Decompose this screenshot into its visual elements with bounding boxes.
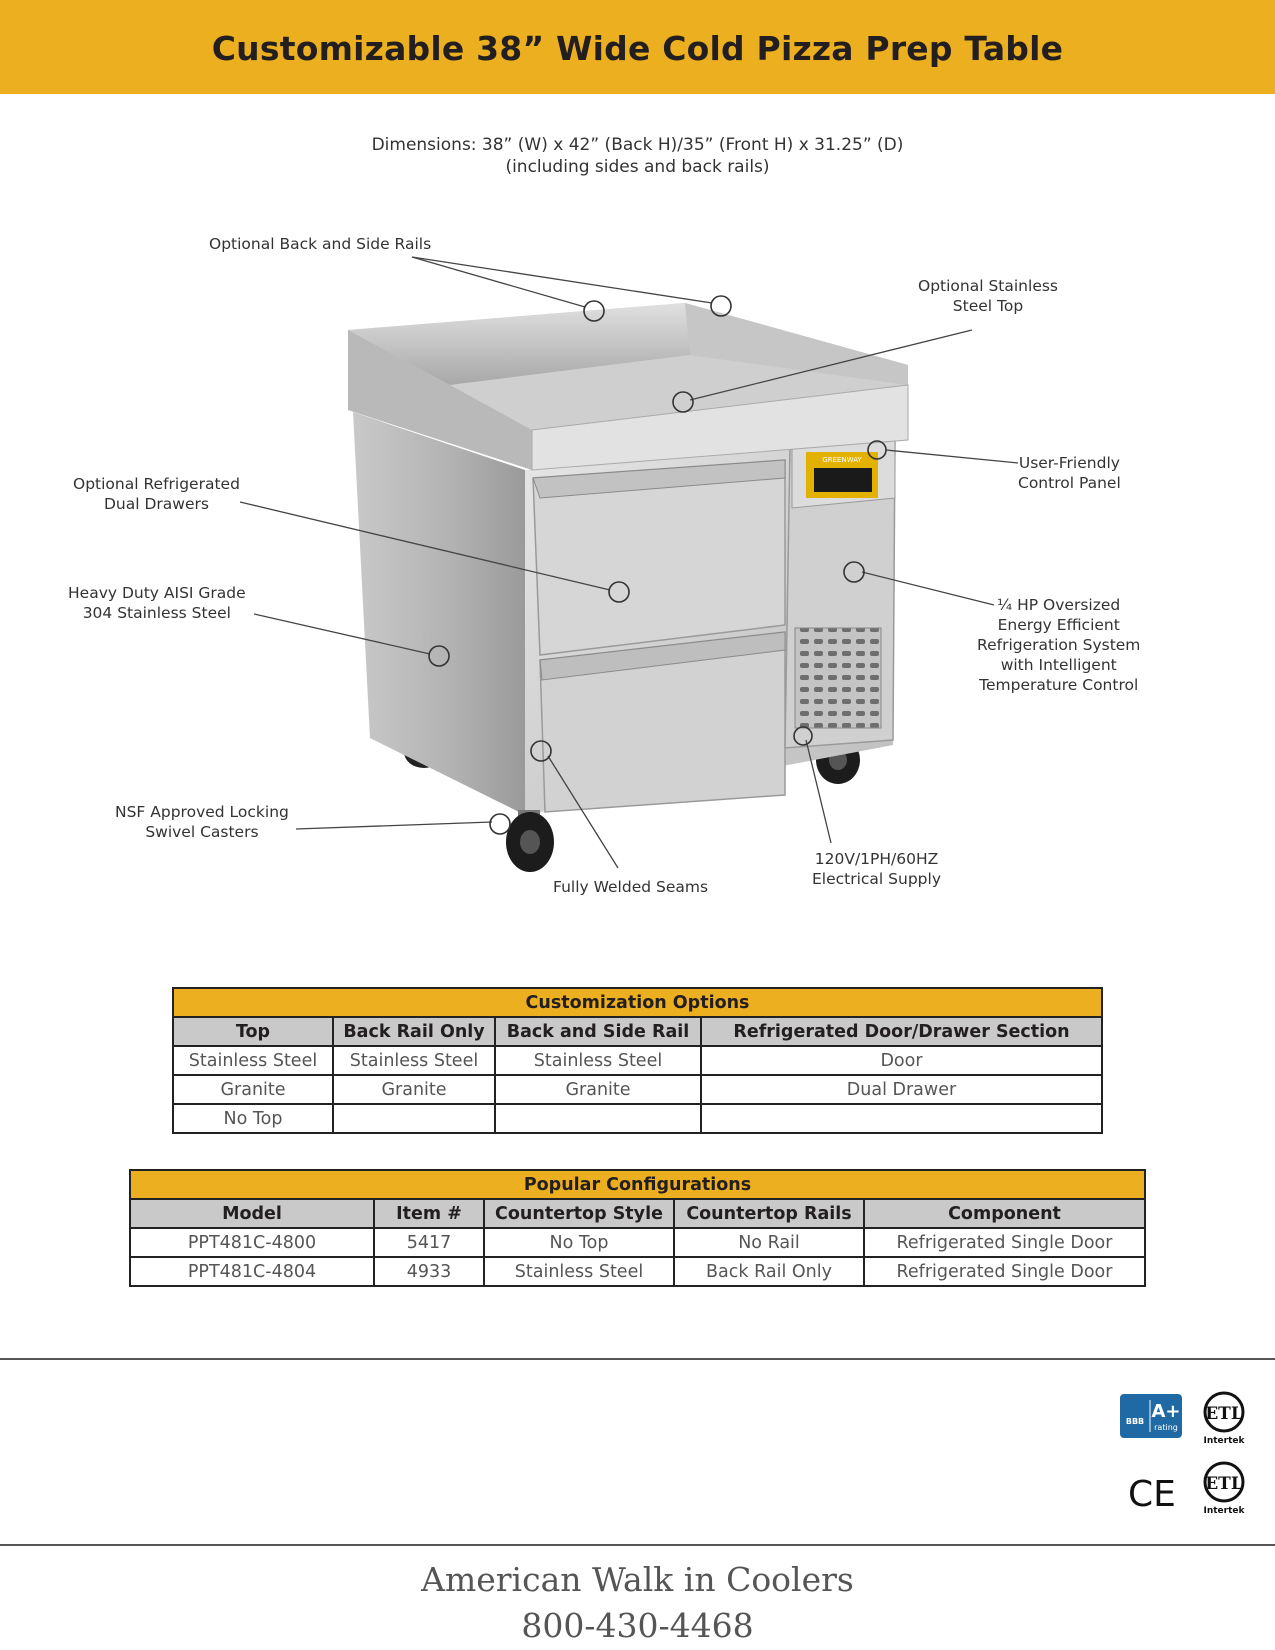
table-cell: Stainless Steel xyxy=(484,1257,674,1286)
table-cell: PPT481C-4800 xyxy=(130,1228,374,1257)
ce-text: CE xyxy=(1128,1474,1176,1514)
table-row xyxy=(130,1228,1145,1257)
table-cell xyxy=(701,1104,1102,1133)
bbb-rating-badge xyxy=(1120,1394,1182,1438)
callout-electrical-line-2: Electrical Supply xyxy=(812,870,941,888)
intertek-text: Intertek xyxy=(1203,1436,1245,1446)
dimensions-line-2: (including sides and back rails) xyxy=(505,157,770,177)
col-component: Component xyxy=(864,1199,1145,1228)
footer-company: American Walk in Coolers xyxy=(421,1560,854,1599)
callout-panel-line-1: User-Friendly xyxy=(1018,454,1120,472)
table-cell: Back Rail Only xyxy=(674,1257,864,1286)
divider-top xyxy=(0,1358,1275,1360)
callout-drawers xyxy=(73,474,240,514)
callout-top-line-1: Optional Stainless xyxy=(918,277,1058,295)
vent-grille xyxy=(795,628,881,728)
control-brand: GREENWAY xyxy=(822,456,862,464)
table-cell: Granite xyxy=(333,1075,495,1104)
caster-front-left xyxy=(506,810,554,872)
callout-seams-text: Fully Welded Seams xyxy=(553,878,709,896)
side-panel xyxy=(353,412,525,815)
table-cell: 5417 xyxy=(374,1228,484,1257)
callout-system-line-5: Temperature Control xyxy=(979,676,1139,694)
callout-casters xyxy=(115,802,289,842)
table-cell: No Top xyxy=(484,1228,674,1257)
callout-steel-line-2: 304 Stainless Steel xyxy=(82,604,231,622)
table-cell: Stainless Steel xyxy=(495,1046,701,1075)
control-display xyxy=(814,468,872,492)
col-model: Model xyxy=(130,1199,374,1228)
etl-listed-icon-2 xyxy=(1200,1460,1248,1516)
ce-mark-icon xyxy=(1128,1470,1176,1514)
col-top: Top xyxy=(173,1017,333,1046)
callout-steel-line-1: Heavy Duty AISI Grade xyxy=(68,584,246,602)
etl-text-2: ETL xyxy=(1205,1474,1243,1494)
callout-drawers-line-1: Optional Refrigerated xyxy=(73,475,240,493)
bbb-text: BBB xyxy=(1125,1417,1145,1426)
table-cell xyxy=(333,1104,495,1133)
callout-system-line-4: with Intelligent xyxy=(1000,656,1117,674)
callout-electrical xyxy=(812,849,941,889)
callout-system-line-2: Energy Efficient xyxy=(997,616,1120,634)
table-cell: 4933 xyxy=(374,1257,484,1286)
callout-electrical-line-1: 120V/1PH/60HZ xyxy=(814,850,939,868)
table-cell: Refrigerated Single Door xyxy=(864,1228,1145,1257)
callout-steel xyxy=(68,583,246,623)
footer-phone: 800-430-4468 xyxy=(521,1606,754,1645)
callout-top-line-2: Steel Top xyxy=(952,297,1024,315)
callout-rails-text: Optional Back and Side Rails xyxy=(209,235,432,253)
table-row xyxy=(173,1075,1102,1104)
callout-system-line-3: Refrigeration System xyxy=(977,636,1141,654)
dimensions-text xyxy=(0,134,1275,178)
configurations-title: Popular Configurations xyxy=(130,1170,1145,1199)
header-banner xyxy=(0,0,1275,94)
table-cell: Granite xyxy=(495,1075,701,1104)
table-cell: Granite xyxy=(173,1075,333,1104)
callout-rails xyxy=(209,234,431,254)
customization-title: Customization Options xyxy=(173,988,1102,1017)
col-back-side-rail: Back and Side Rail xyxy=(495,1017,701,1046)
intertek-text-2: Intertek xyxy=(1203,1506,1245,1516)
table-cell: Refrigerated Single Door xyxy=(864,1257,1145,1286)
table-cell: Stainless Steel xyxy=(173,1046,333,1075)
table-row xyxy=(173,1104,1102,1133)
etl-listed-icon xyxy=(1200,1390,1248,1446)
col-back-rail: Back Rail Only xyxy=(333,1017,495,1046)
table-row xyxy=(173,1046,1102,1075)
callout-seams xyxy=(553,877,708,897)
col-countertop-style: Countertop Style xyxy=(484,1199,674,1228)
dimensions-line-1: Dimensions: 38” (W) x 42” (Back H)/35” (Front H) x 31.25” (D) xyxy=(371,135,904,155)
callout-casters-line-2: Swivel Casters xyxy=(145,823,259,841)
etl-text: ETL xyxy=(1205,1404,1243,1424)
callout-panel-line-2: Control Panel xyxy=(1018,474,1121,492)
callout-system-line-1: ¼ HP Oversized xyxy=(997,596,1121,614)
table-cell xyxy=(495,1104,701,1133)
divider-bottom xyxy=(0,1544,1275,1546)
col-refrigerated-section: Refrigerated Door/Drawer Section xyxy=(701,1017,1102,1046)
bbb-rating: A+ xyxy=(1151,1401,1181,1422)
col-countertop-rails: Countertop Rails xyxy=(674,1199,864,1228)
table-cell: Stainless Steel xyxy=(333,1046,495,1075)
callout-drawers-line-2: Dual Drawers xyxy=(103,495,209,513)
col-item: Item # xyxy=(374,1199,484,1228)
table-cell: No Rail xyxy=(674,1228,864,1257)
customization-table xyxy=(172,987,1103,1134)
table-row xyxy=(130,1257,1145,1286)
table-cell: Dual Drawer xyxy=(701,1075,1102,1104)
configurations-table xyxy=(129,1169,1146,1287)
table-cell: Door xyxy=(701,1046,1102,1075)
callout-panel xyxy=(1018,453,1121,493)
bbb-rating-word: rating xyxy=(1154,1423,1178,1432)
table-cell: No Top xyxy=(173,1104,333,1133)
callout-system xyxy=(977,595,1140,695)
table-cell: PPT481C-4804 xyxy=(130,1257,374,1286)
callout-casters-line-1: NSF Approved Locking xyxy=(115,803,289,821)
page-title: Customizable 38” Wide Cold Pizza Prep Table xyxy=(211,29,1064,68)
callout-top xyxy=(918,276,1058,316)
